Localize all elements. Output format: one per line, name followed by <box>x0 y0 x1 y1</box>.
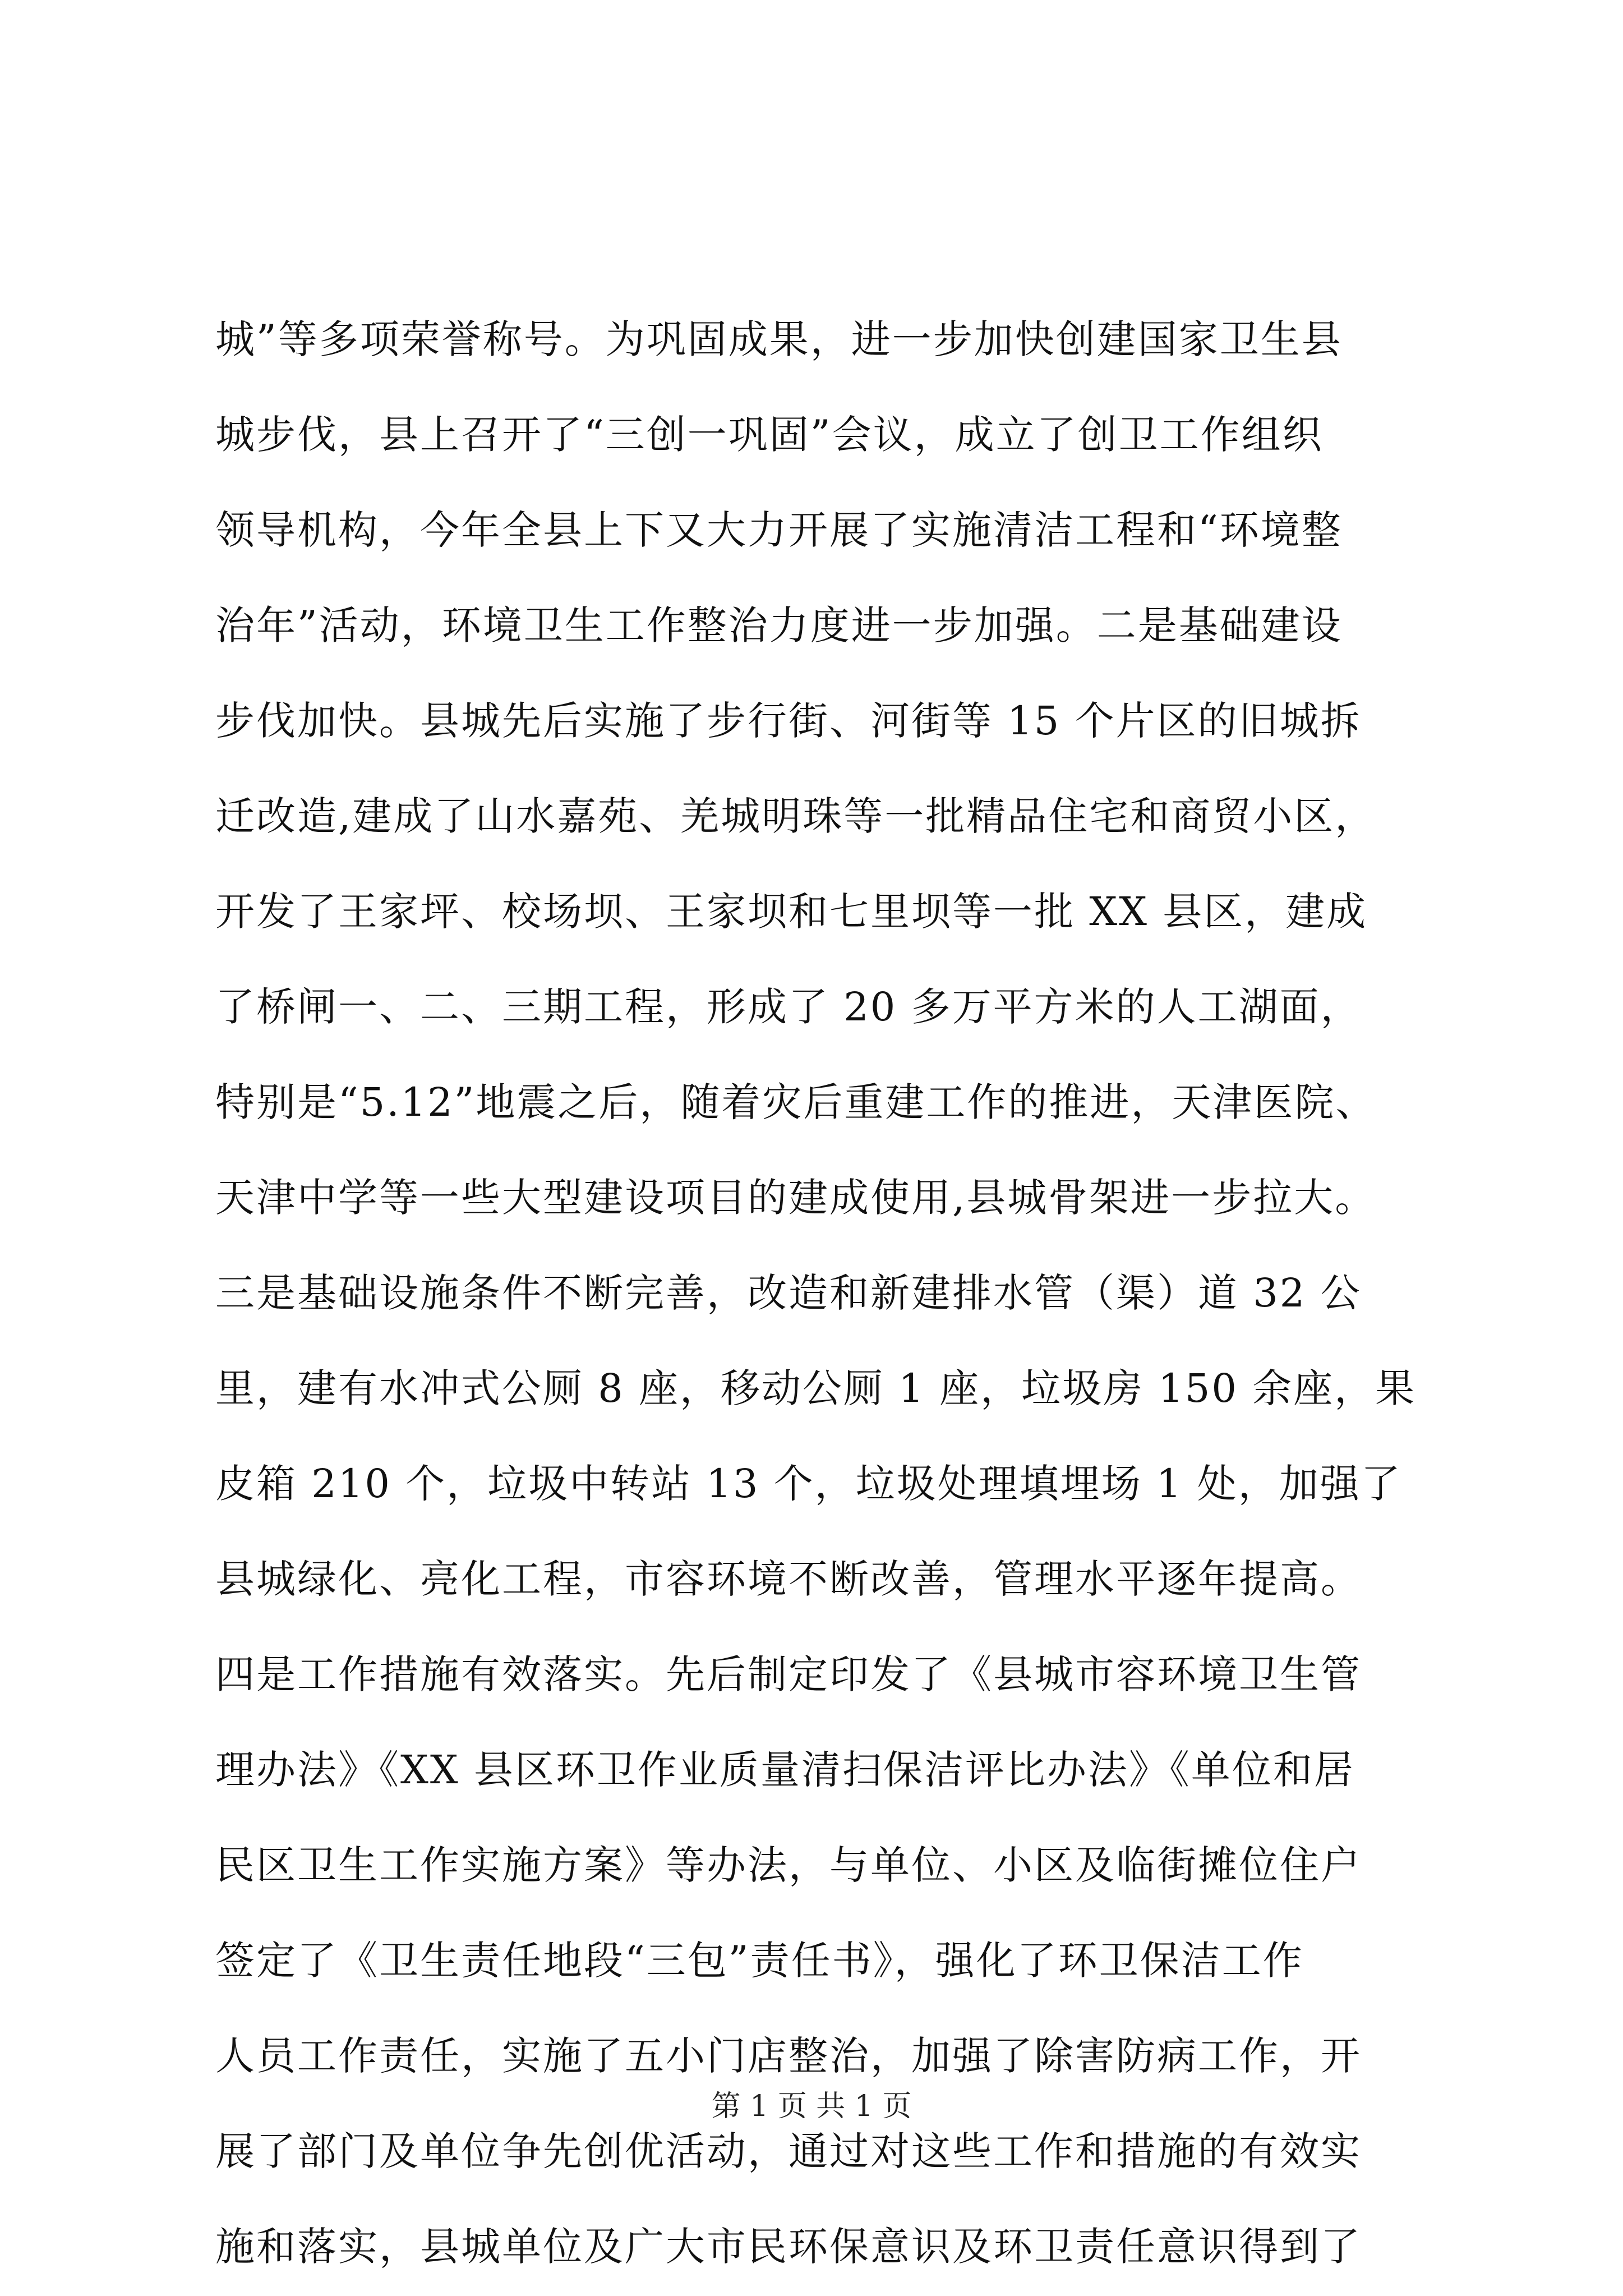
text-line: 施和落实，县城单位及广大市民环保意识及环卫责任意识得到了 <box>215 2224 1362 2270</box>
text-line: 天津中学等一些大型建设项目的建成使用,县城骨架进一步拉大。 <box>215 1175 1376 1221</box>
text-line: 四是工作措施有效落实。先后制定印发了《县城市容环境卫生管 <box>215 1651 1362 1697</box>
text-line: 皮箱 210 个，垃圾中转站 13 个，垃圾处理填埋场 1 处，加强了 <box>215 1461 1402 1507</box>
text-line: 了桥闸一、二、三期工程，形成了 20 多万平方米的人工湖面， <box>215 984 1362 1030</box>
text-line: 城”等多项荣誉称号。为巩固成果，进一步加快创建国家卫生县 <box>215 316 1343 362</box>
text-line: 民区卫生工作实施方案》等办法，与单位、小区及临街摊位住户 <box>215 1842 1362 1888</box>
text-line: 步伐加快。县城先后实施了步行街、河街等 15 个片区的旧城拆 <box>215 698 1362 744</box>
text-line: 城步伐，县上召开了“三创一巩固”会议，成立了创卫工作组织 <box>215 412 1324 458</box>
text-line: 县城绿化、亮化工程，市容环境不断改善，管理水平逐年提高。 <box>215 1556 1362 1602</box>
text-line: 治年”活动，环境卫生工作整治力度进一步加强。二是基础建设 <box>215 602 1343 648</box>
text-line: 理办法》《XX 县区环卫作业质量清扫保洁评比办法》《单位和居 <box>215 1747 1355 1793</box>
text-line: 里，建有水冲式公厕 8 座，移动公厕 1 座，垃圾房 150 余座，果 <box>215 1365 1417 1411</box>
page-footer: 第 1 页 共 1 页 <box>711 2090 912 2123</box>
text-line: 人员工作责任，实施了五小门店整治，加强了除害防病工作，开 <box>215 2033 1362 2079</box>
text-line: 开发了王家坪、校场坝、王家坝和七里坝等一批 XX 县区，建成 <box>215 889 1368 935</box>
text-line: 三是基础设施条件不断完善，改造和新建排水管（渠）道 32 公 <box>215 1270 1362 1316</box>
text-line: 签定了《卫生责任地段“三包”责任书》，强化了环卫保洁工作 <box>215 1938 1304 1984</box>
body-paragraph <box>215 292 1421 2294</box>
text-line: 迁改造,建成了山水嘉苑、羌城明珠等一批精品住宅和商贸小区， <box>215 793 1376 839</box>
text-line: 展了部门及单位争先创优活动，通过对这些工作和措施的有效实 <box>215 2128 1362 2174</box>
text-line: 领导机构，今年全县上下又大力开展了实施清洁工程和“环境整 <box>215 507 1343 553</box>
text-line: 特别是“5.12”地震之后，随着灾后重建工作的推进，天津医院、 <box>215 1079 1377 1125</box>
